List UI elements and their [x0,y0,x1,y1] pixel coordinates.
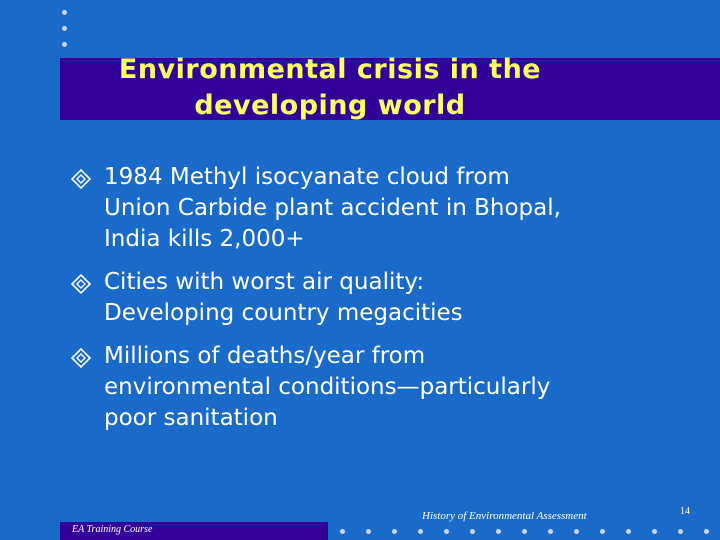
decorative-dots-top [62,6,70,50]
page-number: 14 [680,506,690,517]
diamond-bullet-icon [70,168,92,190]
bullet-text-line: environmental conditions—particularly [104,374,551,400]
diamond-bullet-icon [70,347,92,369]
presentation-title: History of Environmental Assessment [422,510,587,522]
title-line-1: Environmental crisis in the [118,54,542,85]
bullet-text-line: India kills 2,000+ [104,226,305,252]
bullet-item [70,267,690,329]
bullet-list [70,162,690,446]
diamond-bullet-icon [70,273,92,295]
slide-title [60,52,600,124]
decorative-dots-bottom [340,528,720,536]
bullet-text-line: Cities with worst air quality: [104,269,425,295]
title-line-2: developing world [194,90,466,121]
bullet-text-line: Union Carbide plant accident in Bhopal, [104,195,561,221]
bullet-text-line: poor sanitation [104,405,278,431]
bullet-text-line: Developing country megacities [104,300,463,326]
bullet-text-line: Millions of deaths/year from [104,343,426,369]
bullet-text-line: 1984 Methyl isocyanate cloud from [104,164,510,190]
bullet-item [70,341,690,434]
course-label: EA Training Course [72,524,153,535]
bullet-item [70,162,690,255]
